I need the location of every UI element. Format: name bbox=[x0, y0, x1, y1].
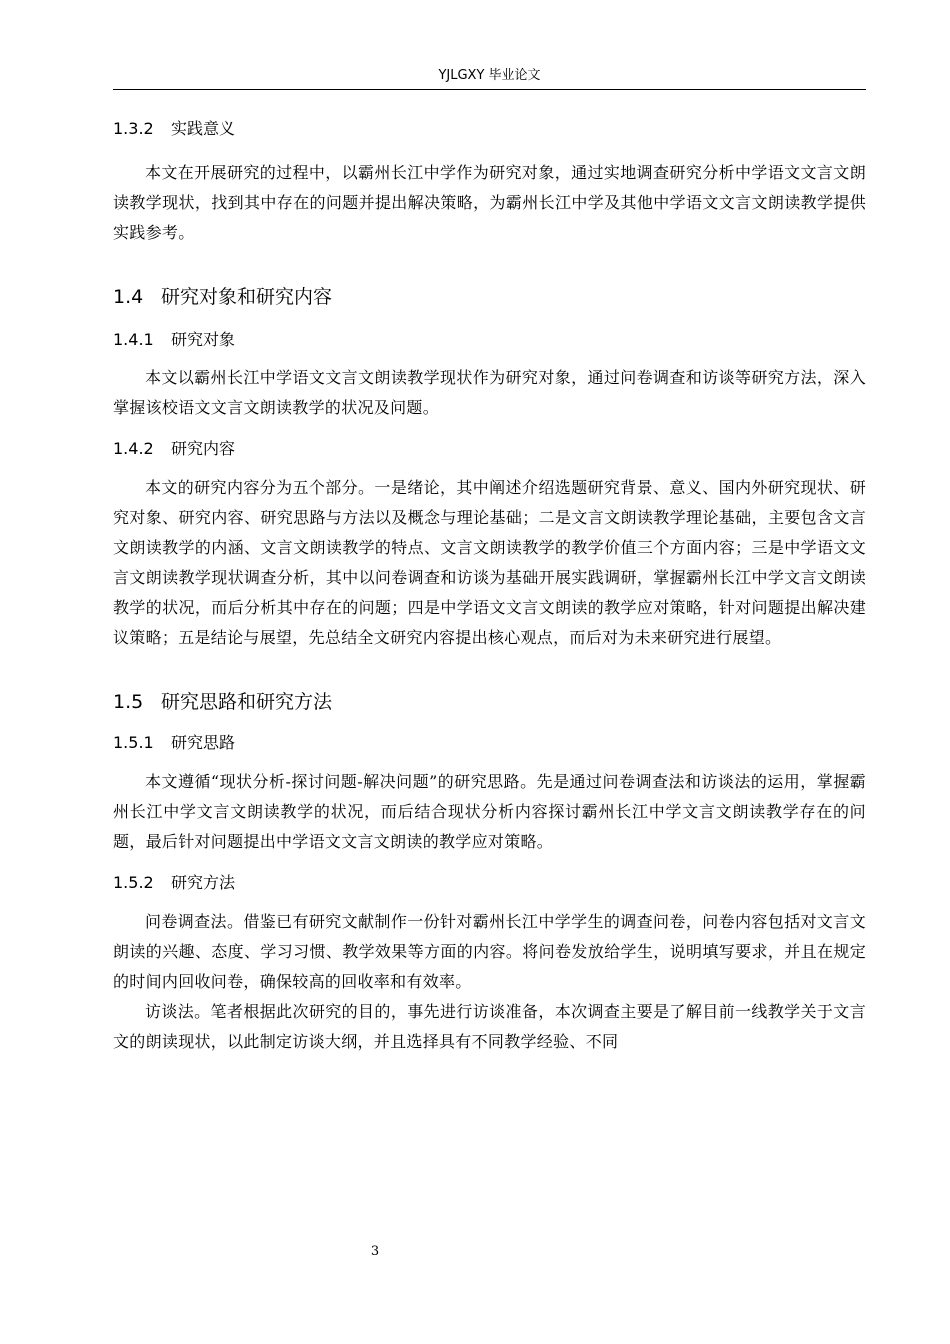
paragraph: 本文的研究内容分为五个部分。一是绪论，其中阐述介绍选题研究背景、意义、国内外研究现状、研究对象、研究内容、研究思路与方法以及概念与理论基础；二是文言文朗读教学理论基础，主要包含文言文朗读教学的内涵、文言文朗读教学的特点、文言文朗读教学的教学价值三个方面内容；三是中学语文文言文朗读教学现状调查分析，其中以问卷调查和访谈为基础开展实践调研，掌握霸州长江中学文言文朗读教学的状况，而后分析其中存在的问题；四是中学语文文言文朗读的教学应对策略，针对问题提出解决建议策略；五是结论与展望，先总结全文研究内容提出核心观点，而后对为未来研究进行展望。 bbox=[113, 478, 866, 647]
section-title: 研究内容 bbox=[171, 439, 236, 458]
section-number: 1.5.2 bbox=[113, 873, 154, 892]
section-number: 1.5 bbox=[113, 691, 144, 713]
paragraph: 本文在开展研究的过程中，以霸州长江中学作为研究对象，通过实地调查研究分析中学语文文言文朗读教学现状，找到其中存在的问题并提出解决策略，为霸州长江中学及其他中学语文文言文朗读教学提供实践参考。 bbox=[113, 163, 866, 242]
paragraph: 问卷调查法。借鉴已有研究文献制作一份针对霸州长江中学学生的调查问卷，问卷内容包括对文言文朗读的兴趣、态度、学习习惯、教学效果等方面的内容。将问卷发放给学生，说明填写要求，并且在规定的时间内回收问卷，确保较高的回收率和有效率。 bbox=[113, 912, 866, 991]
section-title: 实践意义 bbox=[171, 119, 236, 138]
section-title: 研究对象和研究内容 bbox=[161, 286, 333, 308]
section-title: 研究思路 bbox=[171, 733, 236, 752]
page-body bbox=[113, 117, 866, 1057]
section-number: 1.4.2 bbox=[113, 439, 154, 458]
section-heading-1-3-2 bbox=[113, 117, 866, 145]
section-title: 研究对象 bbox=[171, 330, 236, 349]
section-heading-1-4-1 bbox=[113, 328, 866, 356]
section-heading-1-4-2 bbox=[113, 437, 866, 465]
section-heading-1-5-1 bbox=[113, 731, 866, 759]
section-number: 1.4.1 bbox=[113, 330, 154, 349]
section-heading-1-5 bbox=[113, 689, 866, 719]
paragraph: 本文遵循“现状分析-探讨问题-解决问题”的研究思路。先是通过问卷调查法和访谈法的运用，掌握霸州长江中学文言文朗读教学的状况，而后结合现状分析内容探讨霸州长江中学文言文朗读教学存在的问题，最后针对问题提出中学语文文言文朗读的教学应对策略。 bbox=[113, 772, 866, 851]
page-header: YJLGXY 毕业论文 bbox=[438, 68, 541, 83]
page-number: 3 bbox=[370, 1244, 380, 1259]
paragraph: 访谈法。笔者根据此次研究的目的，事先进行访谈准备，本次调查主要是了解目前一线教学关于文言文的朗读现状，以此制定访谈大纲，并且选择具有不同教学经验、不同 bbox=[113, 1002, 866, 1051]
section-heading-1-5-2 bbox=[113, 871, 866, 899]
paragraph: 本文以霸州长江中学语文文言文朗读教学现状作为研究对象，通过问卷调查和访谈等研究方法，深入掌握该校语文文言文朗读教学的状况及问题。 bbox=[113, 368, 866, 417]
section-title: 研究思路和研究方法 bbox=[161, 691, 333, 713]
section-number: 1.3.2 bbox=[113, 119, 154, 138]
section-heading-1-4 bbox=[113, 284, 866, 314]
section-title: 研究方法 bbox=[171, 873, 236, 892]
section-number: 1.4 bbox=[113, 286, 144, 308]
section-number: 1.5.1 bbox=[113, 733, 154, 752]
header-divider bbox=[113, 89, 866, 90]
